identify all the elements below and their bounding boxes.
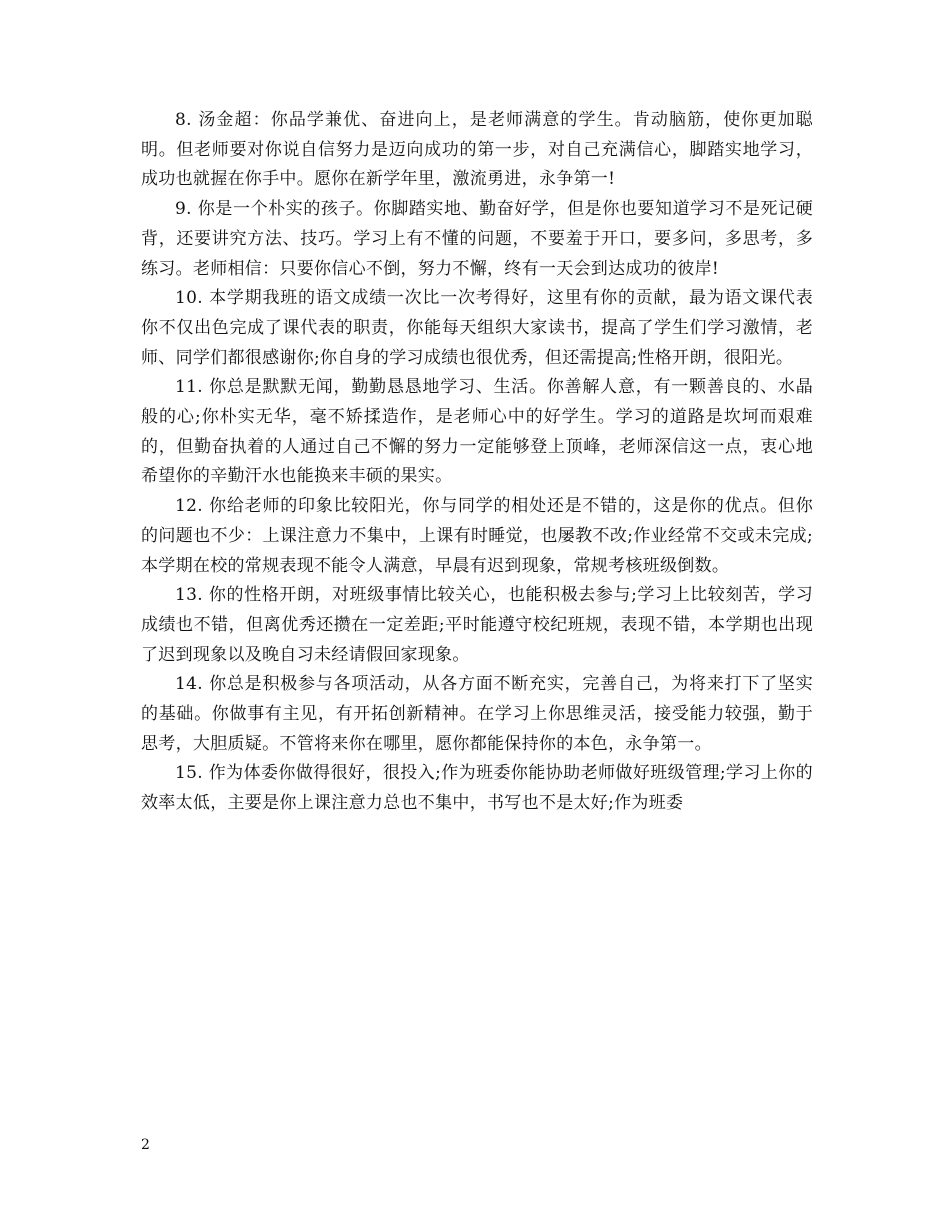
- paragraph-15: 15. 作为体委你做得很好，很投入;作为班委你能协助老师做好班级管理;学习上你的效率太低，主要是你上课注意力总也不集中，书写也不是太好;作为班委: [141, 763, 813, 814]
- page-number: 2: [141, 1137, 150, 1153]
- paragraph-10: 10. 本学期我班的语文成绩一次比一次考得好，这里有你的贡献，最为语文课代表你不仅出色完成了课代表的职责，你能每天组织大家读书，提高了学生们学习激情，老师、同学们都很感谢你;你自身的学习成绩也很优秀，但还需提高;性格开朗，很阳光。: [141, 288, 813, 368]
- paragraph-11: 11. 你总是默默无闻，勤勤恳恳地学习、生活。你善解人意，有一颗善良的、水晶般的心;你朴实无华，毫不矫揉造作，是老师心中的好学生。学习的道路是坎坷而艰难的，但勤奋执着的人通过自己不懈的努力一定能够登上顶峰，老师深信这一点，衷心地希望你的辛勤汗水也能换来丰硕的果实。: [141, 377, 813, 487]
- paragraph-14: 14. 你总是积极参与各项活动，从各方面不断充实，完善自己，为将来打下了坚实的基础。你做事有主见，有开拓创新精神。在学习上你思维灵活，接受能力较强，勤于思考，大胆质疑。不管将来你在哪里，愿你都能保持你的本色，永争第一。: [141, 674, 813, 754]
- document-body: [141, 106, 813, 819]
- paragraph-8: 8. 汤金超：你品学兼优、奋进向上，是老师满意的学生。肯动脑筋，使你更加聪明。但老师要对你说自信努力是迈向成功的第一步，对自己充满信心，脚踏实地学习，成功也就握在你手中。愿你在新学年里，激流勇进，永争第一!: [141, 110, 813, 190]
- paragraph-13: 13. 你的性格开朗，对班级事情比较关心，也能积极去参与;学习上比较刻苦，学习成绩也不错，但离优秀还攒在一定差距;平时能遵守校纪班规，表现不错，本学期也出现了迟到现象以及晚自习未经请假回家现象。: [141, 585, 813, 665]
- paragraph-12: 12. 你给老师的印象比较阳光，你与同学的相处还是不错的，这是你的优点。但你的问题也不少：上课注意力不集中，上课有时睡觉，也屡教不改;作业经常不交或未完成;本学期在校的常规表现不能令人满意，早晨有迟到现象，常规考核班级倒数。: [141, 496, 813, 576]
- paragraph-9: 9. 你是一个朴实的孩子。你脚踏实地、勤奋好学，但是你也要知道学习不是死记硬背，还要讲究方法、技巧。学习上有不懂的问题，不要羞于开口，要多问，多思考，多练习。老师相信：只要你信心不倒，努力不懈，终有一天会到达成功的彼岸!: [141, 199, 813, 279]
